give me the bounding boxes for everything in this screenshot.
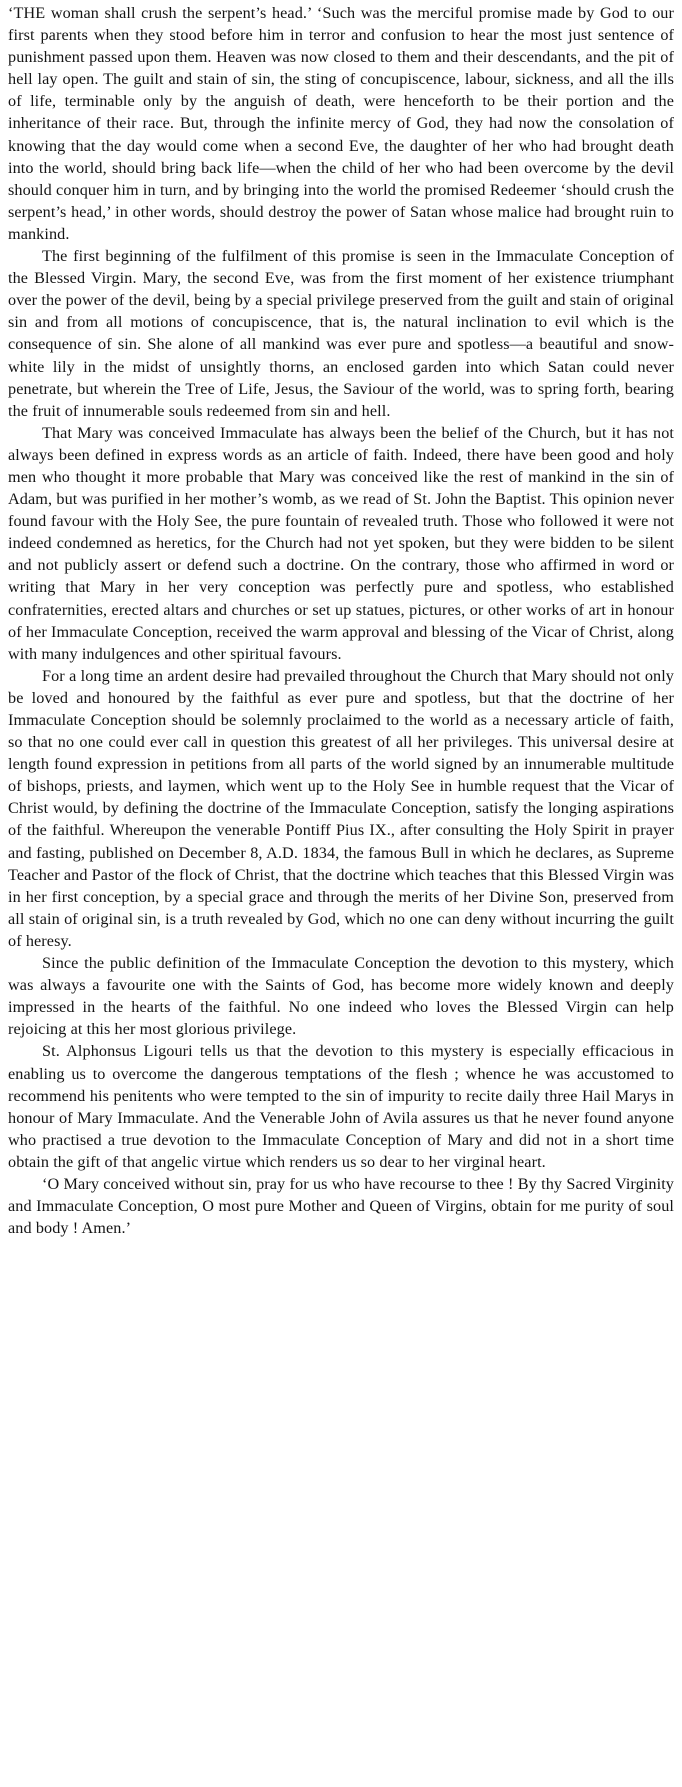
paragraph-5: Since the public definition of the Immaculate Conception the devotion to this mystery, which was always a favourite one with the Saints of God, has become more widely known and deeply impressed in the hearts of the faithful. No one indeed who loves the Blessed Virgin can help rejoicing at this her most glorious privilege. (8, 954, 674, 1039)
paragraph-2: The first beginning of the fulfilment of this promise is seen in the Immaculate Conception of the Blessed Virgin. Mary, the second Eve, was from the first moment of her existence triumphant over the power of the devil, being by a special privilege preserved from the guilt and stain of original sin and from all motions of concupiscence, that is, the natural inclination to evil which is the consequence of sin. She alone of all mankind was ever pure and spotless—a beautiful and snow-white lily in the midst of unsightly thorns, an enclosed garden into which Satan could never penetrate, but wherein the Tree of Life, Jesus, the Saviour of the world, was to spring forth, bearing the fruit of innumerable souls redeemed from sin and hell. (8, 247, 674, 420)
paragraph-4: For a long time an ardent desire had prevailed throughout the Church that Mary should not only be loved and honoured by the faithful as ever pure and spotless, but that the doctrine of her Immaculate Conception should be solemnly proclaimed to the world as a necessary article of faith, so that no one could ever call in question this greatest of all her privileges. This universal desire at length found expression in petitions from all parts of the world signed by an innumerable multitude of bishops, priests, and laymen, which went up to the Holy See in humble request that the Vicar of Christ would, by defining the doctrine of the Immaculate Conception, satisfy the longing aspirations of the faithful. Whereupon the venerable Pontiff Pius IX., after consulting the Holy Spirit in prayer and fasting, published on December 8, A.D. 1834, the famous Bull in which he declares, as Supreme Teacher and Pastor of the flock of Christ, that the doctrine which teaches that this Blessed Virgin was in her first conception, by a special grace and through the merits of her Divine Son, preserved from all stain of original sin, is a truth revealed by God, which no one can deny without incurring the guilt of heresy. (8, 666, 674, 950)
paragraph-6: St. Alphonsus Ligouri tells us that the devotion to this mystery is especially efficacious in enabling us to overcome the dangerous temptations of the flesh ; whence he was accustomed to recommend his penitents who were tempted to the sin of impurity to recite daily three Hail Marys in honour of Mary Immaculate. And the Venerable John of Avila assures us that he never found anyone who practised a true devotion to the Immaculate Conception of Mary and did not in a short time obtain the gift of that angelic virtue which renders us so dear to her virginal heart. (8, 1042, 674, 1171)
paragraph-1: ‘THE woman shall crush the serpent’s head.’ ‘Such was the merciful promise made by God to our first parents when they stood before him in terror and confusion to hear the most just sentence of punishment passed upon them. Heaven was now closed to them and their descendants, and the pit of hell lay open. The guilt and stain of sin, the sting of concupiscence, labour, sickness, and all the ills of life, terminable only by the anguish of death, were henceforth to be their portion and the inheritance of their race. But, through the infinite mercy of God, they had now the consolation of knowing that the day would come when a second Eve, the daughter of her who had brought death into the world, should bring back life—when the child of her who had been overcome by the devil should conquer him in turn, and by bringing into the world the promised Redeemer ‘should crush the serpent’s head,’ in other words, should destroy the power of Satan whose malice had brought ruin to mankind. (8, 4, 674, 243)
paragraph-3: That Mary was conceived Immaculate has always been the belief of the Church, but it has not always been defined in express words as an article of faith. Indeed, there have been good and holy men who thought it more probable that Mary was conceived like the rest of mankind in the sin of Adam, but was purified in her mother’s womb, as we read of St. John the Baptist. This opinion never found favour with the Holy See, the pure fountain of revealed truth. Those who followed it were not indeed condemned as heretics, for the Church had not yet spoken, but they were bidden to be silent and not publicly assert or defend such a doctrine. On the contrary, those who affirmed in word or writing that Mary in her very conception was perfectly pure and spotless, who established confraternities, erected altars and churches or set up statues, pictures, or other works of art in honour of her Immaculate Conception, received the warm approval and blessing of the Vicar of Christ, along with many indulgences and other spiritual favours. (8, 423, 674, 663)
paragraph-7: ‘O Mary conceived without sin, pray for us who have recourse to thee ! By thy Sacred Virginity and Immaculate Conception, O most pure Mother and Queen of Virgins, obtain for me purity of soul and body ! Amen.’ (8, 1174, 674, 1238)
